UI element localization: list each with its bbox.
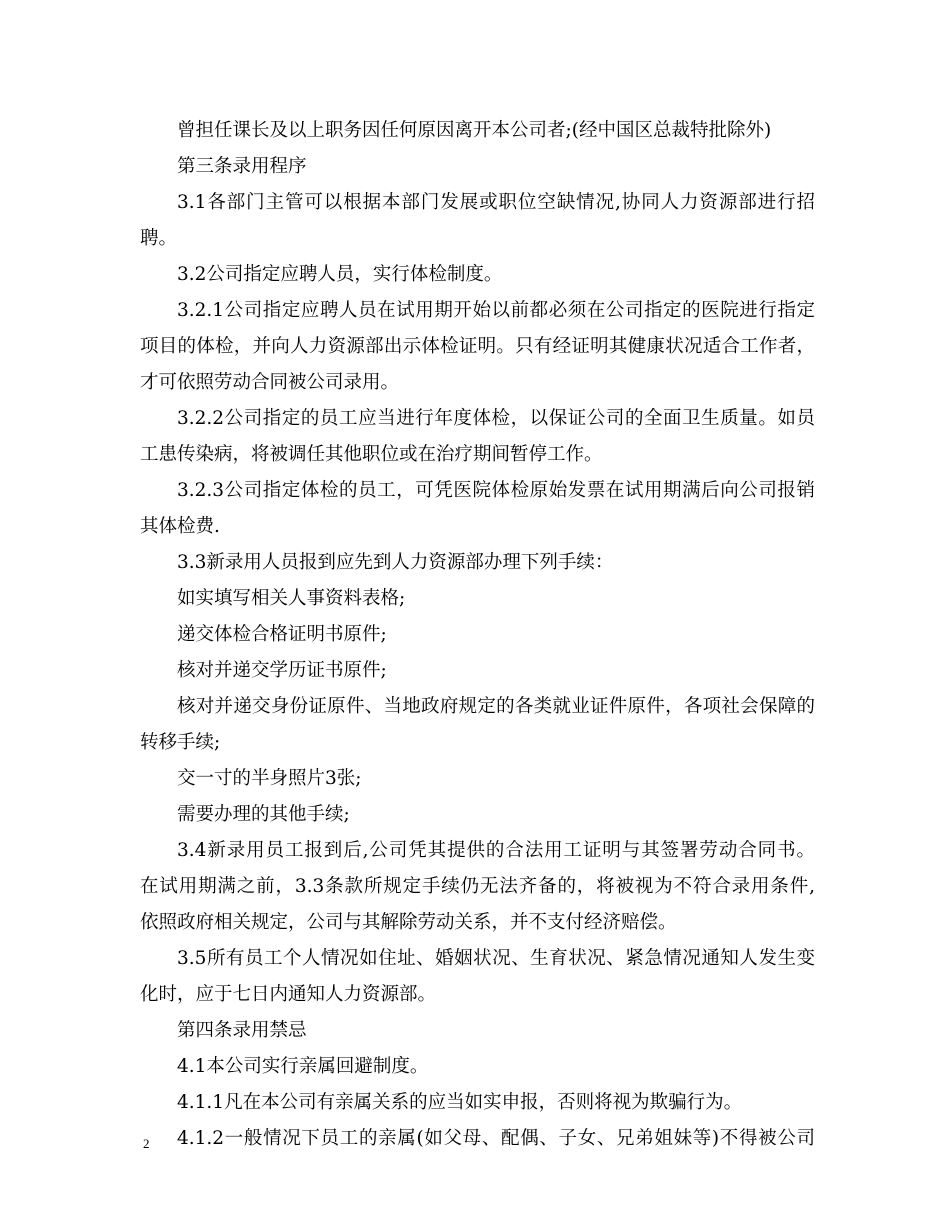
- text-line: 工患传染病，将被调任其他职位或在治疗期间暂停工作。: [140, 444, 603, 465]
- text-line: 在试用期满之前，3.3条款所规定手续仍无法齐备的，将被视为不符合录用条件,: [140, 876, 815, 897]
- text-line: 4.1.2一般情况下员工的亲属(如父母、配偶、子女、兄弟姐妹等)不得被公司: [177, 1128, 815, 1149]
- text-line: 3.5所有员工个人情况如住址、婚姻状况、生育状况、紧急情况通知人发生变: [177, 948, 815, 969]
- list-item: 交一寸的半身照片3张;: [177, 768, 362, 789]
- text-line: 3.4新录用员工报到后,公司凭其提供的合法用工证明与其签署劳动合同书。: [177, 840, 815, 861]
- text-line: 3.2.2公司指定的员工应当进行年度体检，以保证公司的全面卫生质量。如员: [177, 408, 815, 429]
- text-line: 曾担任课长及以上职务因任何原因离开本公司者;(经中国区总裁特批除外): [177, 120, 772, 141]
- list-item: 需要办理的其他手续;: [177, 804, 350, 825]
- section-heading: 第三条录用程序: [177, 156, 307, 177]
- text-line: 3.2.1公司指定应聘人员在试用期开始以前都必须在公司指定的医院进行指定: [177, 300, 815, 321]
- text-line: 3.1各部门主管可以根据本部门发展或职位空缺情况,协同人力资源部进行招: [177, 192, 815, 213]
- text-line: 3.2.3公司指定体检的员工，可凭医院体检原始发票在试用期满后向公司报销: [177, 480, 815, 501]
- list-item: 递交体检合格证明书原件;: [177, 624, 387, 645]
- text-line: 4.1.1凡在本公司有亲属关系的应当如实申报，否则将视为欺骗行为。: [177, 1092, 743, 1113]
- page-number: 2: [143, 1136, 150, 1151]
- list-item: 核对并递交身份证原件、当地政府规定的各类就业证件原件，各项社会保障的: [177, 696, 815, 717]
- text-line: 4.1本公司实行亲属回避制度。: [177, 1056, 429, 1077]
- section-heading: 第四条录用禁忌: [177, 1020, 307, 1041]
- text-line: 化时，应于七日内通知人力资源部。: [140, 984, 437, 1005]
- text-line: 依照政府相关规定，公司与其解除劳动关系，并不支付经济赔偿。: [140, 912, 677, 933]
- text-line: 才可依照劳动合同被公司录用。: [140, 372, 400, 393]
- text-line: 3.2公司指定应聘人员，实行体检制度。: [177, 264, 503, 285]
- text-line: 3.3新录用人员报到应先到人力资源部办理下列手续：: [177, 552, 614, 573]
- text-line: 转移手续;: [140, 732, 221, 753]
- text-line: 项目的体检，并向人力资源部出示体检证明。只有经证明其健康状况适合工作者，: [140, 336, 815, 357]
- text-line: 聘。: [140, 228, 178, 249]
- list-item: 核对并递交学历证书原件;: [177, 660, 387, 681]
- list-item: 如实填写相关人事资料表格;: [177, 588, 406, 609]
- text-line: 其体检费.: [140, 516, 220, 537]
